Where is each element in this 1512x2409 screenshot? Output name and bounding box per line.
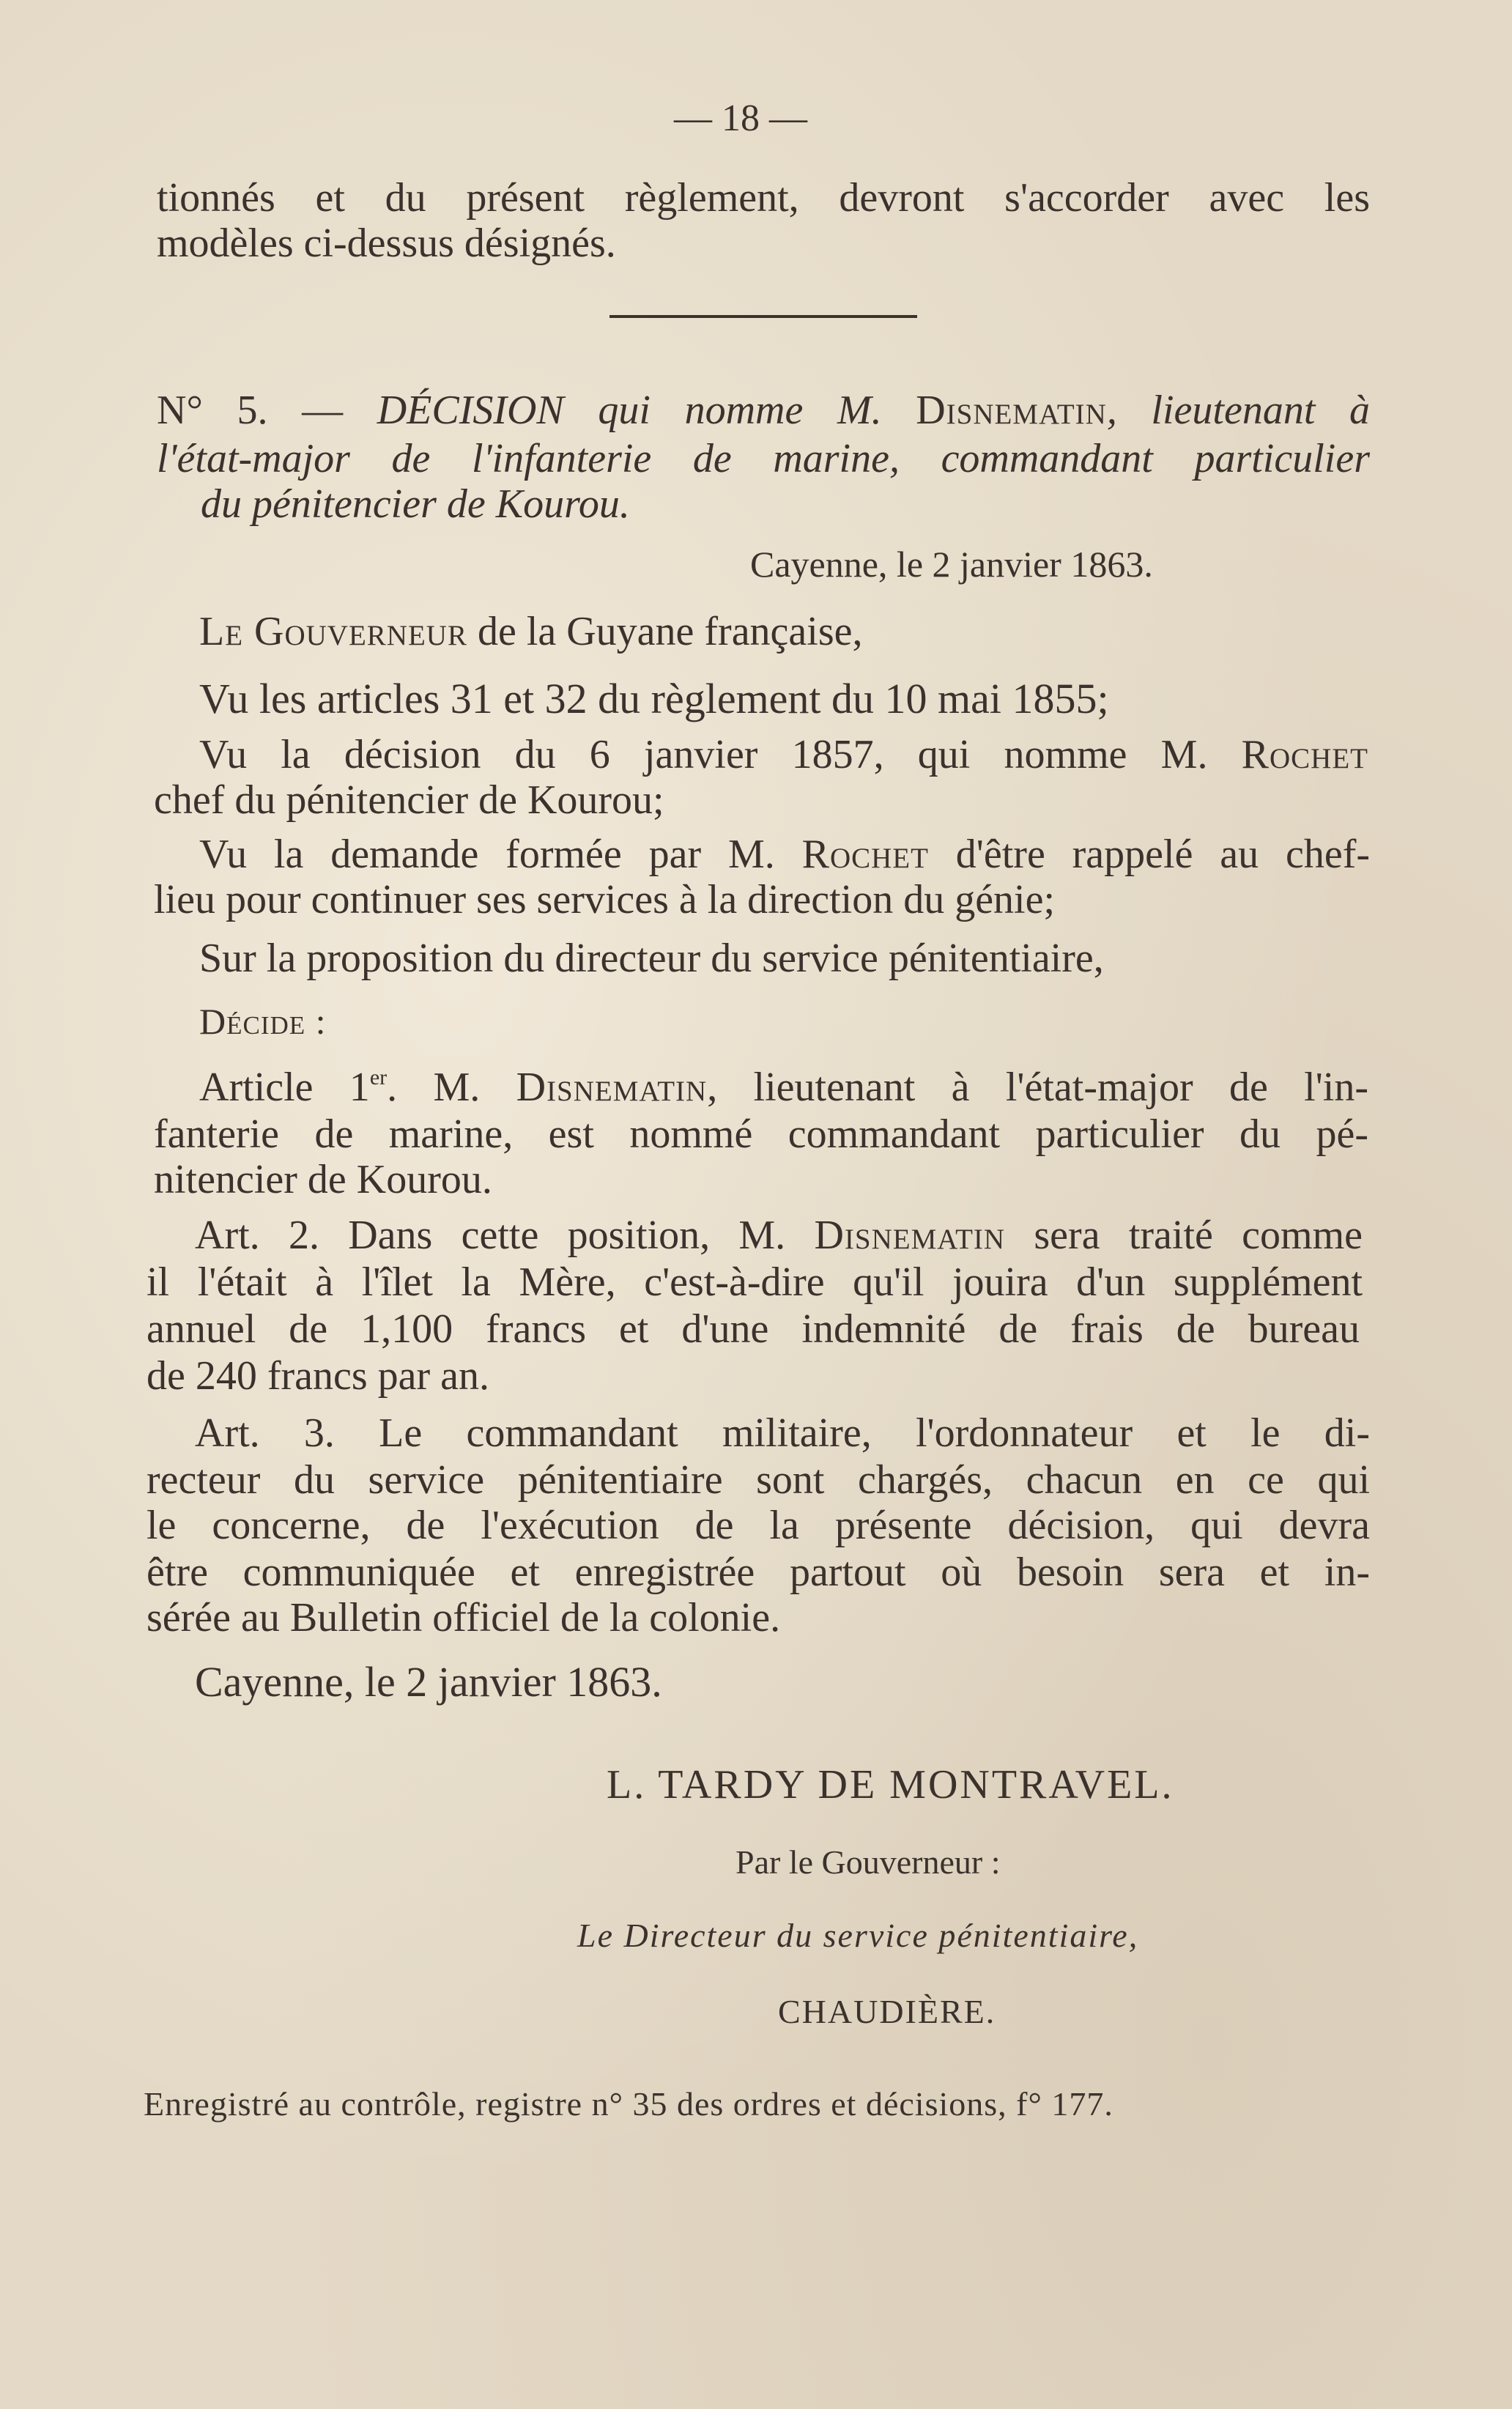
gouverneur-line: Le Gouverneur de la Guyane française, [199,609,863,654]
article-3-line-4: être communiquée et enregistrée partout où besoin sera et in- [147,1550,1370,1595]
decision-heading-line-1: N° 5. — DÉCISION qui nomme M. Disnematin, lieutenant à [157,388,1370,433]
article-1-line-2: fanterie de marine, est nommé commandant particulier du pé- [154,1111,1368,1157]
signature-governor: L. TARDY DE MONTRAVEL. [607,1762,1174,1807]
vu-decision-line-1: Vu la décision du 6 janvier 1857, qui nomme M. Rochet [199,732,1368,777]
sur-proposition: Sur la proposition du directeur du service pénitentiaire, [199,936,1104,981]
decision-heading-line-3: du pénitencier de Kourou. [201,481,630,527]
decide-label: Décide : [199,1001,327,1042]
article-3-line-5: sérée au Bulletin officiel de la colonie. [147,1595,781,1640]
director-title: Le Directeur du service pénitentiaire, [577,1917,1139,1954]
vu-decision-line-2: chef du pénitencier de Kourou; [154,777,664,823]
signature-director: CHAUDIÈRE. [778,1993,996,2030]
vu-demande-line-2: lieu pour continuer ses services à la direction du génie; [154,877,1056,922]
intro-line-1: tionnés et du présent règlement, devront s'accorder avec les [157,175,1370,221]
dateline: Cayenne, le 2 janvier 1863. [750,544,1153,585]
article-2-line-2: il l'était à l'îlet la Mère, c'est-à-dire qu'il jouira d'un supplément [147,1259,1363,1305]
registration-note: Enregistré au contrôle, registre n° 35 des ordres et décisions, f° 177. [144,2085,1113,2123]
separator-rule [609,315,917,318]
article-3-line-2: recteur du service pénitentiaire sont chargés, chacun en ce qui [147,1457,1370,1503]
article-2-line-4: de 240 francs par an. [147,1353,490,1399]
par-le-gouverneur: Par le Gouverneur : [735,1843,1001,1881]
page-number: — 18 — [674,97,807,139]
decision-heading-line-2: l'état-major de l'infanterie de marine, commandant particulier [157,436,1370,481]
article-3-line-3: le concerne, de l'exécution de la présente décision, qui devra [147,1503,1370,1548]
article-1-line-3: nitencier de Kourou. [154,1157,492,1202]
article-2-line-3: annuel de 1,100 francs et d'une indemnité de frais de bureau [147,1306,1360,1352]
article-3-line-1: Art. 3. Le commandant militaire, l'ordonnateur et le di- [195,1410,1370,1456]
closing-date: Cayenne, le 2 janvier 1863. [195,1658,662,1706]
vu-demande-line-1: Vu la demande formée par M. Rochet d'être rappelé au chef- [199,832,1370,877]
article-2-line-1: Art. 2. Dans cette position, M. Disnematin sera traité comme [195,1213,1363,1258]
vu-articles: Vu les articles 31 et 32 du règlement du 10 mai 1855; [199,675,1109,722]
intro-line-2: modèles ci-dessus désignés. [157,221,616,266]
article-1-line-1: Article 1er. M. Disnematin, lieutenant à l'état-major de l'in- [199,1065,1368,1110]
